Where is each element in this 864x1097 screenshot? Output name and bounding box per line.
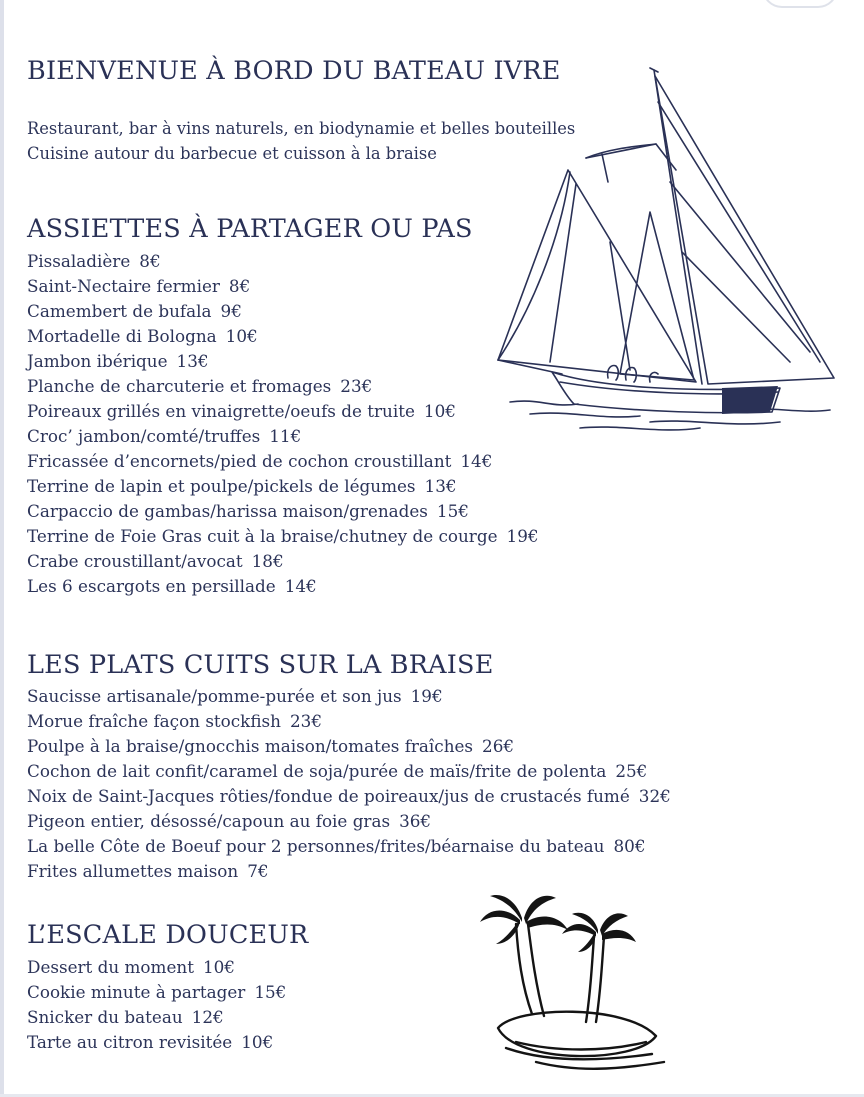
item-name: Jambon ibérique — [27, 351, 168, 371]
menu-item — [27, 576, 317, 596]
item-price: 10€ — [423, 401, 456, 421]
item-name: Pissaladière — [27, 251, 131, 271]
item-name: Snicker du bateau — [27, 1007, 183, 1027]
menu-item — [27, 551, 284, 571]
item-price: 80€ — [613, 836, 646, 856]
menu-item — [27, 351, 209, 371]
item-price: 14€ — [460, 451, 493, 471]
menu-item — [27, 301, 242, 321]
section-title-assiettes: ASSIETTES À PARTAGER OU PAS — [27, 214, 473, 244]
item-name: Crabe croustillant/avocat — [27, 551, 243, 571]
menu-item — [27, 476, 457, 496]
menu-item — [27, 957, 235, 977]
item-name: Fricassée d’encornets/pied de cochon croustillant — [27, 451, 452, 471]
menu-item — [27, 836, 646, 856]
welcome-title: BIENVENUE À BORD DU BATEAU IVRE — [27, 56, 561, 86]
item-name: Planche de charcuterie et fromages — [27, 376, 332, 396]
item-price: 26€ — [482, 736, 515, 756]
item-name: Cochon de lait confit/caramel de soja/purée de maïs/frite de polenta — [27, 761, 607, 781]
page-corner-decoration — [762, 0, 838, 8]
item-price: 10€ — [202, 957, 235, 977]
sailboat-illustration — [490, 62, 842, 440]
menu-item — [27, 326, 258, 346]
menu-item — [27, 426, 301, 446]
item-name: Poulpe à la braise/gnocchis maison/tomates fraîches — [27, 736, 474, 756]
section-title-desserts: L’ESCALE DOUCEUR — [27, 920, 309, 950]
item-price: 10€ — [225, 326, 258, 346]
menu-item — [27, 1032, 273, 1052]
item-name: Poireaux grillés en vinaigrette/oeufs de truite — [27, 401, 415, 421]
menu-item — [27, 686, 443, 706]
item-price: 11€ — [269, 426, 302, 446]
item-name: Tarte au citron revisitée — [27, 1032, 233, 1052]
menu-item — [27, 251, 161, 271]
item-name: Morue fraîche façon stockfish — [27, 711, 281, 731]
menu-item — [27, 761, 647, 781]
item-price: 18€ — [251, 551, 284, 571]
menu-item — [27, 711, 322, 731]
item-price: 14€ — [284, 576, 317, 596]
item-name: Saucisse artisanale/pomme-purée et son jus — [27, 686, 402, 706]
item-name: Carpaccio de gambas/harissa maison/grenades — [27, 501, 428, 521]
item-name: Les 6 escargots en persillade — [27, 576, 276, 596]
item-price: 36€ — [399, 811, 432, 831]
menu-item — [27, 1007, 224, 1027]
item-price: 13€ — [176, 351, 209, 371]
menu-item — [27, 811, 431, 831]
item-name: Frites allumettes maison — [27, 861, 239, 881]
menu-item — [27, 501, 469, 521]
item-price: 32€ — [638, 786, 671, 806]
menu-item — [27, 861, 269, 881]
item-price: 19€ — [410, 686, 443, 706]
island-palm-illustration — [476, 886, 672, 1076]
intro-line-2: Cuisine autour du barbecue et cuisson à la braise — [27, 144, 437, 163]
item-price: 23€ — [289, 711, 322, 731]
item-name: La belle Côte de Boeuf pour 2 personnes/frites/béarnaise du bateau — [27, 836, 605, 856]
menu-item — [27, 786, 671, 806]
item-name: Noix de Saint-Jacques rôties/fondue de poireaux/jus de crustacés fumé — [27, 786, 630, 806]
item-price: 10€ — [241, 1032, 274, 1052]
item-name: Camembert de bufala — [27, 301, 212, 321]
intro-line-1: Restaurant, bar à vins naturels, en biodynamie et belles bouteilles — [27, 119, 576, 138]
item-name: Dessert du moment — [27, 957, 194, 977]
item-price: 23€ — [340, 376, 373, 396]
item-name: Pigeon entier, désossé/capoun au foie gras — [27, 811, 391, 831]
item-price: 15€ — [436, 501, 469, 521]
item-price: 9€ — [220, 301, 242, 321]
item-name: Saint-Nectaire fermier — [27, 276, 220, 296]
item-price: 13€ — [424, 476, 457, 496]
menu-item — [27, 736, 514, 756]
item-name: Cookie minute à partager — [27, 982, 246, 1002]
item-price: 12€ — [191, 1007, 224, 1027]
item-price: 8€ — [228, 276, 251, 296]
menu-item — [27, 451, 492, 471]
menu-item — [27, 376, 372, 396]
menu-item — [27, 526, 539, 546]
item-price: 19€ — [506, 526, 539, 546]
item-name: Croc’ jambon/comté/truffes — [27, 426, 261, 446]
item-price: 15€ — [254, 982, 287, 1002]
menu-item — [27, 982, 286, 1002]
menu-item — [27, 276, 250, 296]
item-price: 25€ — [615, 761, 648, 781]
page-left-edge — [0, 0, 4, 1097]
item-price: 8€ — [139, 251, 161, 271]
item-price: 7€ — [247, 861, 269, 881]
item-name: Terrine de Foie Gras cuit à la braise/chutney de courge — [27, 526, 498, 546]
item-name: Terrine de lapin et poulpe/pickels de légumes — [27, 476, 416, 496]
item-name: Mortadelle di Bologna — [27, 326, 217, 346]
menu-item — [27, 401, 456, 421]
section-title-plats: LES PLATS CUITS SUR LA BRAISE — [27, 650, 494, 680]
